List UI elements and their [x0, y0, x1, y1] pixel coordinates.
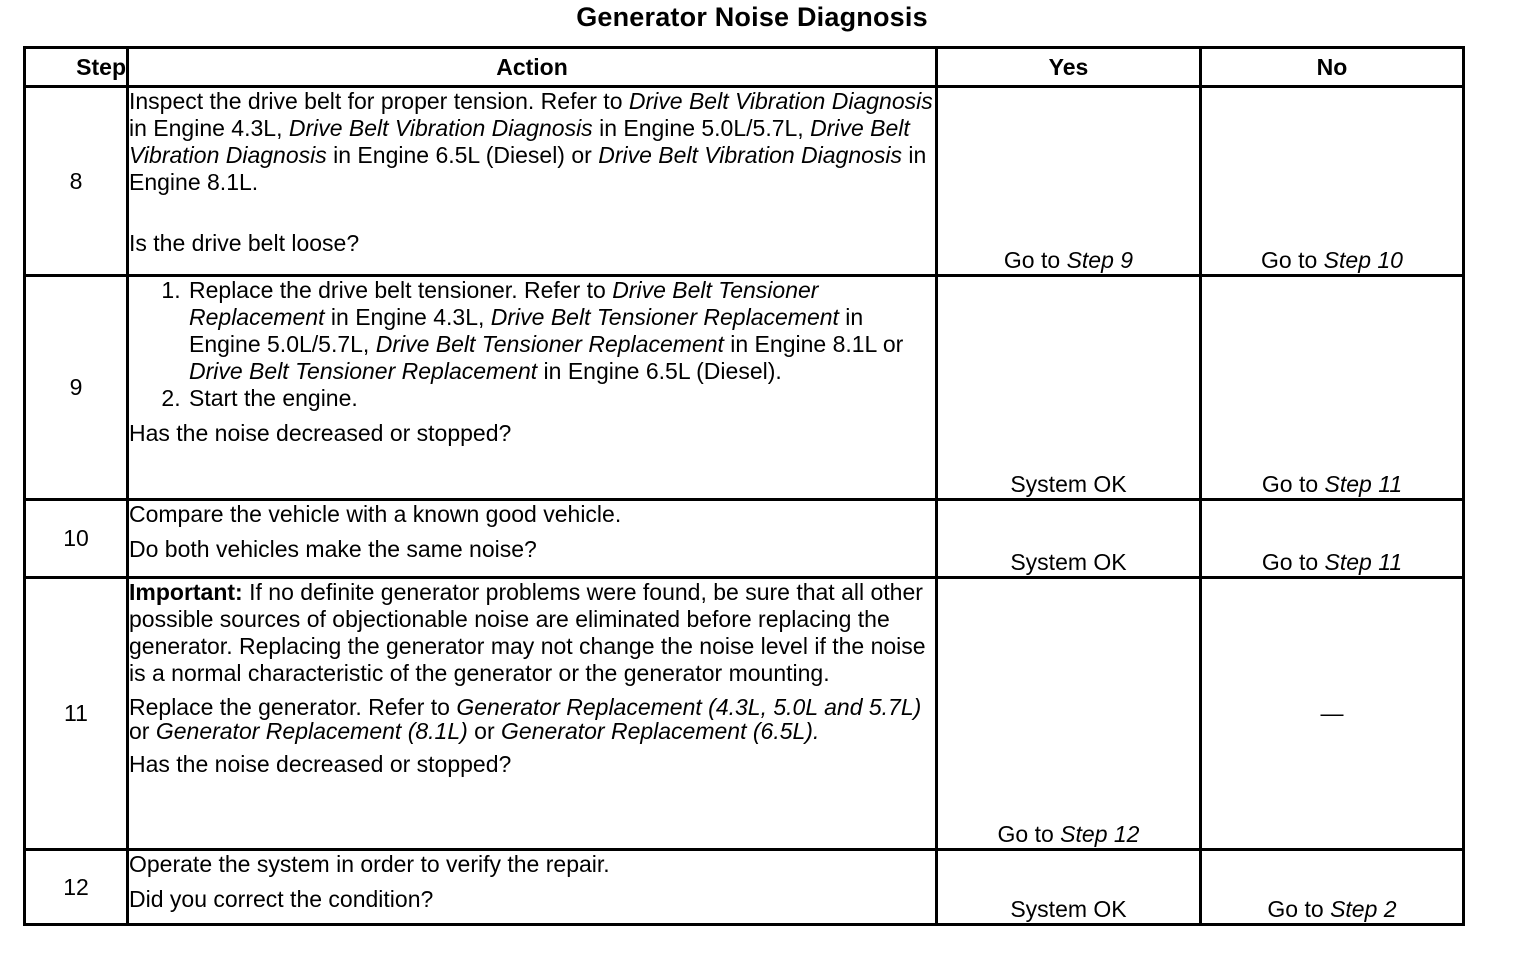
yes-cell: System OK — [937, 276, 1201, 500]
cross-reference: Drive Belt Vibration Diagnosis — [628, 88, 933, 114]
no-prefix: Go to — [1267, 896, 1331, 922]
no-step-ref: Step 11 — [1324, 549, 1403, 575]
yes-cell — [937, 87, 1201, 276]
cross-reference: Drive Belt Vibration Diagnosis — [129, 115, 910, 168]
important-text: If no definite generator problems were found, be sure that all other possible sources of objectionable noise are eliminated before replacing the generator. Replacing the generator may not change the noise level if the noise is a normal characteristic of the generator or the generator mounting. — [129, 579, 926, 686]
step-number: 9 — [25, 276, 128, 500]
cross-reference: Drive Belt Tensioner Replacement — [189, 277, 819, 330]
no-cell — [1201, 850, 1464, 925]
step-number: 12 — [25, 850, 128, 925]
header-step: Step — [25, 48, 128, 87]
diagnosis-table — [23, 46, 1465, 926]
action-instruction — [129, 695, 935, 743]
cross-reference: Generator Replacement (4.3L, 5.0L and 5.7L) — [456, 694, 922, 720]
text-run: in Engine 4.3L, — [324, 304, 491, 330]
important-label: Important: — [129, 579, 243, 605]
step-number: 8 — [25, 87, 128, 276]
text-run: or — [467, 718, 502, 744]
no-cell — [1201, 500, 1464, 578]
text-run: Replace the drive belt tensioner. Refer to — [189, 277, 613, 303]
action-instruction: Compare the vehicle with a known good vehicle. — [129, 501, 622, 527]
yes-prefix: Go to — [1003, 247, 1067, 273]
yes-cell — [937, 578, 1201, 850]
cross-reference: Drive Belt Vibration Diagnosis — [288, 115, 593, 141]
header-no: No — [1201, 48, 1464, 87]
no-cell — [1201, 87, 1464, 276]
yes-step-ref: Step 9 — [1066, 247, 1134, 273]
text-run: in Engine 8.1L or — [723, 331, 904, 357]
header-yes: Yes — [937, 48, 1201, 87]
action-cell — [128, 850, 937, 925]
action-instruction — [129, 88, 935, 196]
no-prefix: Go to — [1261, 471, 1325, 497]
action-cell — [128, 578, 937, 850]
yes-cell: System OK — [937, 500, 1201, 578]
action-question: Has the noise decreased or stopped? — [129, 751, 512, 777]
header-action: Action — [128, 48, 937, 87]
page-title: Generator Noise Diagnosis — [576, 2, 928, 32]
action-question: Did you correct the condition? — [129, 886, 434, 912]
yes-cell: System OK — [937, 850, 1201, 925]
no-prefix: Go to — [1261, 549, 1325, 575]
text-run: Replace the generator. Refer to — [129, 694, 457, 720]
table-row — [25, 276, 1464, 500]
yes-step-ref: Step 12 — [1060, 821, 1140, 847]
action-cell — [128, 500, 937, 578]
header-row — [25, 48, 1464, 87]
action-list — [129, 277, 935, 412]
cross-reference: Generator Replacement (8.1L) — [155, 718, 468, 744]
no-cell: — — [1201, 578, 1464, 850]
yes-prefix: Go to — [997, 821, 1061, 847]
list-item: 2. Start the engine. — [187, 385, 935, 412]
table-row — [25, 87, 1464, 276]
text-run: in Engine 8.1L. — [129, 142, 927, 195]
action-question: Is the drive belt loose? — [129, 230, 360, 256]
text-run: in Engine 4.3L, — [129, 115, 289, 141]
step-number: 11 — [25, 578, 128, 850]
text-run: in Engine 5.0L/5.7L, — [189, 304, 864, 357]
important-note — [129, 579, 935, 687]
action-question: Do both vehicles make the same noise? — [129, 536, 537, 562]
step-number: 10 — [25, 500, 128, 578]
cross-reference: Drive Belt Vibration Diagnosis — [598, 142, 903, 168]
no-step-ref: Step 10 — [1323, 247, 1403, 273]
action-cell — [128, 87, 937, 276]
table-row — [25, 578, 1464, 850]
text-run: Inspect the drive belt for proper tension. Refer to — [129, 88, 629, 114]
text-run: in Engine 6.5L (Diesel). — [537, 358, 782, 384]
cross-reference: Drive Belt Tensioner Replacement — [189, 358, 538, 384]
text-run: in Engine 6.5L (Diesel) or — [326, 142, 599, 168]
cross-reference: Drive Belt Tensioner Replacement — [375, 331, 724, 357]
list-item — [187, 277, 935, 385]
cross-reference: Generator Replacement (6.5L). — [501, 718, 820, 744]
table-row — [25, 500, 1464, 578]
no-step-ref: Step 2 — [1330, 896, 1397, 922]
no-prefix: Go to — [1261, 247, 1324, 273]
no-step-ref: Step 11 — [1324, 471, 1403, 497]
action-question: Has the noise decreased or stopped? — [129, 420, 512, 446]
action-instruction: Operate the system in order to verify the repair. — [129, 851, 610, 877]
text-run: in Engine 5.0L/5.7L, — [592, 115, 811, 141]
text-run: or — [129, 718, 156, 744]
no-cell — [1201, 276, 1464, 500]
table-row — [25, 850, 1464, 925]
action-cell — [128, 276, 937, 500]
cross-reference: Drive Belt Tensioner Replacement — [490, 304, 839, 330]
